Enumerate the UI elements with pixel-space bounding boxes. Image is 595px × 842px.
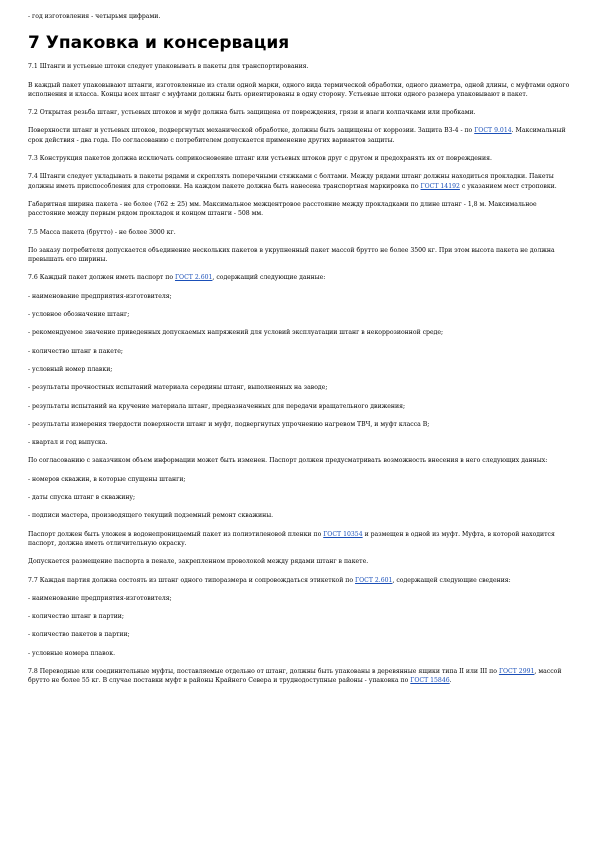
paragraph-text: , содержащей следующие сведения: <box>392 576 511 584</box>
paragraph-text: - даты спуска штанг в скважину; <box>28 494 136 502</box>
paragraph-text: и размещен в одной из муфт. Муфта, в которой находится паспорт, должна иметь отличительную окраску. <box>28 530 555 547</box>
paragraph <box>28 667 570 686</box>
paragraph-text: 7.1 Штанги и устьевые штоки следует упаковывать в пакеты для транспортирования. <box>28 63 309 71</box>
paragraph-text: 7.2 Открытая резьба штанг, устьевых штоков и муфт должна быть защищена от повреждения, грязи и влаги колпачками или пробками. <box>28 109 476 117</box>
list-item <box>28 310 570 319</box>
paragraph-text: Поверхности штанг и устьевых штоков, подвергнутых механической обработке, должны быть защищены от коррозии. Защита ВЗ-4 - по <box>28 127 475 135</box>
paragraph-text: - подписи мастера, производящего текущий подземный ремонт скважины. <box>28 512 274 520</box>
list-item <box>28 420 570 429</box>
paragraph-text: Допускается размещение паспорта в пенале, закрепленном проволокой между рядами штанг в пакете. <box>28 558 369 566</box>
paragraph-text: - результаты измерения твердости поверхности штанг и муфт, подвергнутых упрочнению нагревом ТВЧ, и муфт класса В; <box>28 420 430 428</box>
paragraph <box>28 228 570 237</box>
paragraph <box>28 246 570 265</box>
list-item <box>28 438 570 447</box>
paragraph-text: 7.3 Конструкция пакетов должна исключать соприкосновение штанг или устьевых штоков друг с другом и предохранять их от повреждения. <box>28 155 492 163</box>
paragraph-text: - условное обозначение штанг; <box>28 311 130 319</box>
paragraph-text: - номеров скважин, в которые спущены штанги; <box>28 475 186 483</box>
list-item <box>28 511 570 520</box>
gost-link[interactable]: ГОСТ 2.601 <box>355 576 393 584</box>
list-item <box>28 493 570 502</box>
section-heading: 7 Упаковка и консервация <box>28 33 290 54</box>
paragraph-text: 7.4 Штанги следует укладывать в пакеты рядами и скреплять поперечными стяжками с болтами. Между рядами штанг должны находиться прокладки. Пакеты должны иметь приспособления для строповки. На каждом пакете должна быть нанесена транспортная маркировка по <box>28 173 554 190</box>
list-item <box>28 475 570 484</box>
paragraph <box>28 81 570 100</box>
section-body <box>28 62 570 685</box>
paragraph-text: - наименование предприятия-изготовителя; <box>28 292 172 300</box>
document-page <box>28 12 570 686</box>
paragraph <box>28 530 570 549</box>
list-item <box>28 630 570 639</box>
paragraph <box>28 273 570 282</box>
paragraph-text: По заказу потребителя допускается объединение нескольких пакетов в укрупненный пакет массой брутто не более 3500 кг. При этом высота пакета не должна превышать его ширины. <box>28 246 555 264</box>
list-item <box>28 649 570 658</box>
paragraph-text: , содержащий следующие данные: <box>212 274 326 282</box>
intro-line: - год изготовления - четырьмя цифрами. <box>28 13 161 20</box>
paragraph-text: В каждый пакет упаковывают штанги, изготовленные из стали одной марки, одного вида термической обработки, одного диаметра, одной длины, с муфтами одного исполнения и класса. Концы всех штанг с муфтами должны быть ориентированы в одну сторону. Устьевые штоки одного размера упаковывают в пакет. <box>28 81 570 98</box>
paragraph <box>28 456 570 465</box>
gost-link[interactable]: ГОСТ 15846 <box>410 677 450 685</box>
list-item <box>28 402 570 411</box>
paragraph <box>28 557 570 566</box>
paragraph-text: 7.5 Масса пакета (брутто) - не более 3000 кг. <box>28 228 176 236</box>
paragraph-text: с указанием мест строповки. <box>459 182 557 190</box>
paragraph-text: Паспорт должен быть уложен в водонепроницаемый пакет из полиэтиленовой пленки по <box>28 530 324 538</box>
list-item <box>28 328 570 337</box>
paragraph <box>28 576 570 585</box>
gost-link[interactable]: ГОСТ 10354 <box>323 530 363 538</box>
paragraph <box>28 62 570 71</box>
paragraph-text: - результаты прочностных испытаний материала середины штанг, выполненных на заводе; <box>28 384 328 392</box>
gost-link[interactable]: ГОСТ 2.601 <box>174 274 213 282</box>
paragraph-text: - результаты испытаний на кручение материала штанг, предназначенных для передачи вращательного движения; <box>28 402 406 410</box>
list-item <box>28 594 570 603</box>
paragraph <box>28 108 570 117</box>
paragraph-text: - количество штанг в пакете; <box>28 347 123 355</box>
paragraph-text: , массой брутто не более 55 кг. В случае поставки муфт в районы Крайнего Севера и труднодоступные районы - упаковка по <box>28 667 562 685</box>
paragraph-text: - условные номера плавок. <box>28 649 116 657</box>
paragraph-text: 7.7 Каждая партия должна состоять из штанг одного типоразмера и сопровождаться этикеткой по <box>28 576 356 584</box>
paragraph-text: По согласованию с заказчиком объем информации может быть изменен. Паспорт должен предусматривать возможность внесения в него следующих данных: <box>28 457 548 465</box>
gost-link[interactable]: ГОСТ 14192 <box>420 182 460 190</box>
list-item <box>28 383 570 392</box>
gost-link[interactable]: ГОСТ 9.014 <box>474 127 512 135</box>
gost-link[interactable]: ГОСТ 2991 <box>498 667 535 675</box>
list-item <box>28 292 570 301</box>
list-item <box>28 612 570 621</box>
paragraph <box>28 126 570 145</box>
paragraph-text: - квартал и год выпуска. <box>28 439 108 447</box>
paragraph-text: - количество штанг в партии; <box>28 613 124 621</box>
list-item <box>28 365 570 374</box>
paragraph-text: - условный номер плавки; <box>28 365 113 373</box>
paragraph <box>28 154 570 163</box>
paragraph <box>28 200 570 219</box>
paragraph-text: - количество пакетов в партии; <box>28 631 130 639</box>
paragraph <box>28 172 570 191</box>
paragraph-text: - рекомендуемое значение приведенных допускаемых напряжений для условий эксплуатации штанг в некоррозионной среде; <box>28 329 444 337</box>
paragraph-text: 7.8 Переводные или соединительные муфты, поставляемые отдельно от штанг, должны быть упакованы в деревянные ящики типа II или III по <box>28 667 499 675</box>
paragraph-text: 7.6 Каждый пакет должен иметь паспорт по <box>28 274 175 282</box>
paragraph-text: - наименование предприятия-изготовителя; <box>28 594 172 602</box>
paragraph-text: . <box>449 677 452 685</box>
paragraph-text: Габаритная ширина пакета - не более (762 ± 25) мм. Максимальное межцентровое расстояние между прокладками по длине штанг - 1,8 м. Максимальное расстояние между первым рядом прокладок и концом штанги - 508 мм. <box>28 200 537 218</box>
paragraph-text: . Максимальный срок действия - два года. По согласованию с потребителем допускается применение других вариантов защиты. <box>28 127 566 144</box>
list-item <box>28 347 570 356</box>
